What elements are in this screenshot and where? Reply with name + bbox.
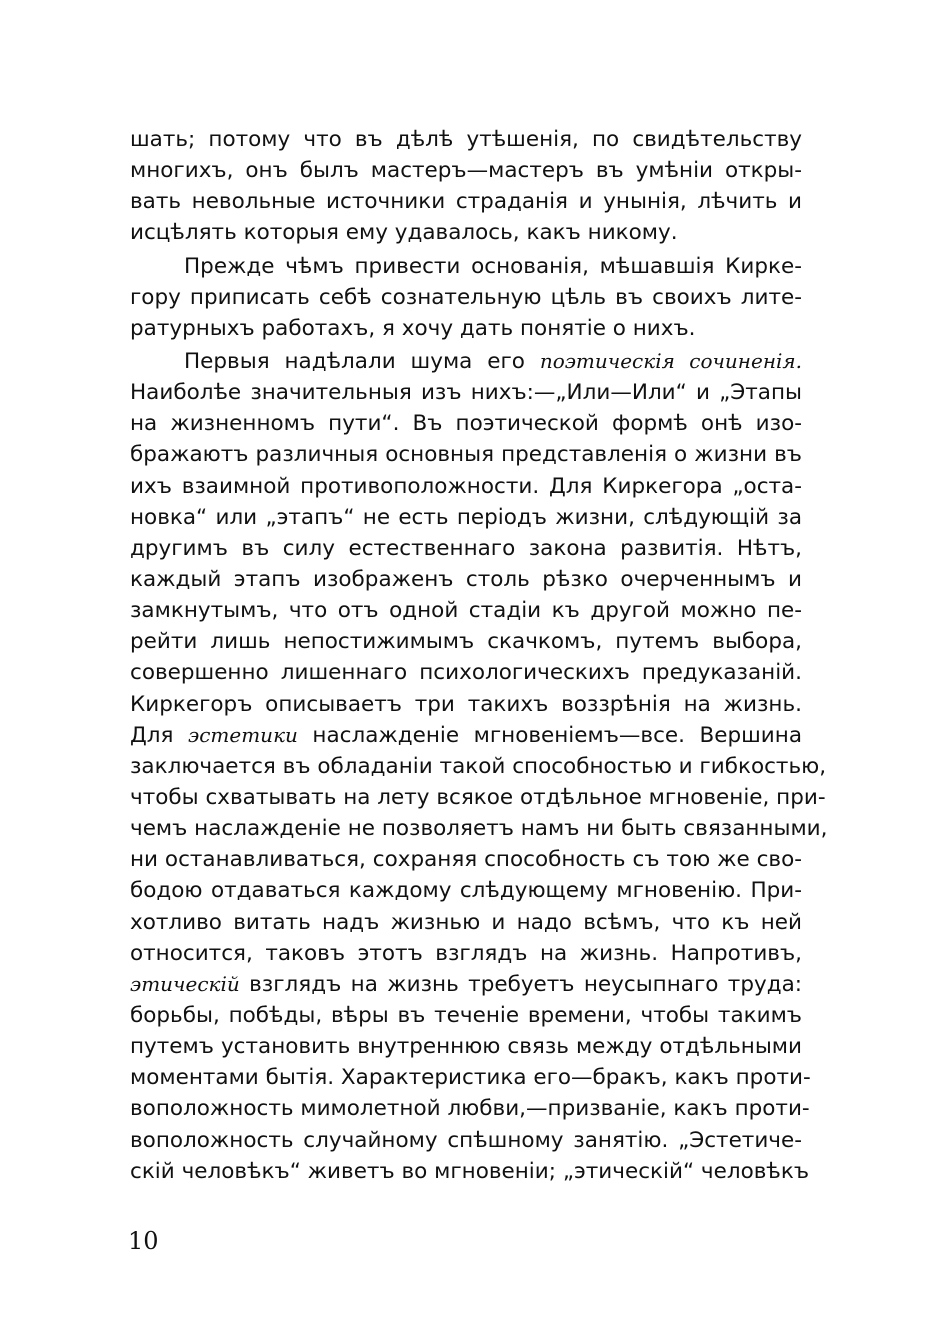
- text-run: Для: [130, 722, 174, 748]
- text-line: замкнутымъ, что отъ одной стадіи къ другой можно пе-: [130, 598, 802, 624]
- emphasis-text: поэтическія сочиненія.: [539, 348, 802, 373]
- emphasis-text: этическій: [130, 971, 240, 996]
- text-line: борьбы, побѣды, вѣры въ теченіе времени, чтобы такимъ: [130, 1002, 802, 1028]
- body-text: [130, 124, 828, 1187]
- text-line: Наиболѣе значительныя изъ нихъ:—„Или—Или“ и „Этапы: [130, 380, 802, 406]
- text-line: хотливо витать надъ жизнью и надо всѣмъ, что къ ней: [130, 909, 802, 935]
- text-line: [130, 969, 802, 1000]
- text-line: бражаютъ различныя основныя представленія о жизни въ: [130, 442, 802, 468]
- text-line: на жизненномъ пути“. Въ поэтической формѣ онѣ изо-: [130, 411, 802, 437]
- text-line: каждый этапъ изображенъ столь рѣзко очерченнымъ и: [130, 566, 802, 592]
- text-run: Первыя надѣлали шума его: [184, 348, 525, 374]
- text-line: другимъ въ силу естественнаго закона развитія. Нѣтъ,: [130, 535, 802, 561]
- text-line: гору приписать себѣ сознательную цѣль въ своихъ лите-: [130, 284, 802, 310]
- text-line: ни останавливаться, сохраняя способность съ тою же сво-: [130, 847, 802, 873]
- text-line: Прежде чѣмъ привести основанія, мѣшавшія Кирке-: [184, 253, 802, 279]
- text-line: исцѣлять которыя ему удавалось, какъ никому.: [130, 220, 678, 246]
- text-line: [130, 720, 802, 751]
- text-line: совершенно лишеннаго психологическихъ предуказаній.: [130, 660, 802, 686]
- page-number: 10: [128, 1227, 159, 1255]
- text-line: новка“ или „этапъ“ не есть періодъ жизни, слѣдующій за: [130, 504, 802, 530]
- text-line: ихъ взаимной противоположности. Для Киркегора „оста-: [130, 473, 802, 499]
- text-line: многихъ, онъ былъ мастеръ—мастеръ въ умѣніи откры-: [130, 158, 802, 184]
- text-line: чтобы схватывать на лету всякое отдѣльное мгновеніе, при-: [130, 784, 826, 810]
- text-line: воположность мимолетной любви,—призваніе, какъ проти-: [130, 1096, 810, 1122]
- text-line: ратурныхъ работахъ, я хочу дать понятіе о нихъ.: [130, 315, 696, 341]
- text-run: наслажденіе мгновеніемъ—все. Вершина: [312, 722, 802, 748]
- text-line: вать невольные источники страданія и унынія, лѣчить и: [130, 189, 802, 215]
- text-run: взглядъ на жизнь требуетъ неусыпнаго труда:: [249, 971, 802, 997]
- text-line: рейти лишь непостижимымъ скачкомъ, путемъ выбора,: [130, 629, 802, 655]
- text-line: относится, таковъ этотъ взглядъ на жизнь. Напротивъ,: [130, 940, 802, 966]
- text-line: [130, 346, 802, 377]
- text-line: скій человѣкъ“ живетъ во мгновеніи; „этическій“ человѣкъ: [130, 1158, 810, 1184]
- text-line: заключается въ обладаніи такой способностью и гибкостью,: [130, 753, 827, 779]
- emphasis-text: эстетики: [188, 722, 298, 747]
- text-line: моментами бытія. Характеристика его—бракъ, какъ проти-: [130, 1065, 811, 1091]
- text-line: чемъ наслажденіе не позволяетъ намъ ни быть связанными,: [130, 816, 828, 842]
- text-line: шать; потому что въ дѣлѣ утѣшенія, по свидѣтельству: [130, 127, 802, 152]
- text-line: путемъ установить внутреннюю связь между отдѣльными: [130, 1034, 802, 1060]
- text-line: Киркегоръ описываетъ три такихъ воззрѣнія на жизнь.: [130, 691, 802, 717]
- text-line: бодою отдаваться каждому слѣдующему мгновенію. При-: [130, 878, 802, 904]
- text-line: воположность случайному спѣшному занятію. „Эстетиче-: [130, 1127, 802, 1153]
